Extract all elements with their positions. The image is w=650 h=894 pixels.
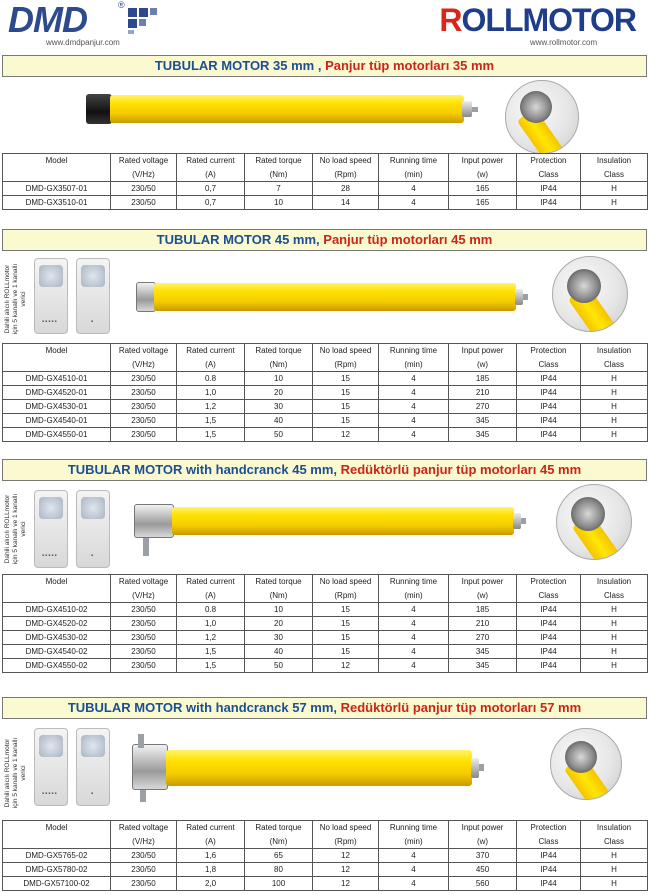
column-header: Protection — [517, 821, 581, 835]
table-cell: 65 — [245, 849, 313, 863]
column-header: Rated torque — [245, 154, 313, 168]
table-header-row — [3, 821, 648, 835]
column-unit — [3, 358, 111, 372]
table-cell: H — [581, 182, 648, 196]
table-cell: 1,6 — [177, 849, 245, 863]
table-cell: 12 — [313, 877, 379, 891]
column-unit — [3, 168, 111, 182]
table-cell: 230/50 — [111, 386, 177, 400]
table-cell: 100 — [245, 877, 313, 891]
table-row — [3, 617, 648, 631]
table-cell: H — [581, 372, 648, 386]
table-cell: 4 — [379, 386, 449, 400]
table-cell: IP44 — [517, 386, 581, 400]
table-row — [3, 603, 648, 617]
table-cell: 230/50 — [111, 414, 177, 428]
table-cell: 15 — [313, 617, 379, 631]
table-cell: 185 — [449, 372, 517, 386]
table-cell: 1,5 — [177, 428, 245, 442]
section-title-tr: Panjur tüp motorları 45 mm — [323, 232, 493, 247]
table-cell: IP44 — [517, 645, 581, 659]
table-row — [3, 182, 648, 196]
table-cell: 15 — [313, 645, 379, 659]
motor-handcrank-45mm-image — [0, 496, 650, 566]
column-unit: (min) — [379, 168, 449, 182]
section-title-en: TUBULAR MOTOR with handcranck 45 mm, — [67, 462, 341, 477]
table-cell: 4 — [379, 631, 449, 645]
table-cell: H — [581, 386, 648, 400]
table-cell: 165 — [449, 182, 517, 196]
remote-note: Dahili alıcılı ROLLmotor için 5 kanallı ve 1 kanallı verici — [4, 737, 27, 809]
table-cell: 15 — [313, 386, 379, 400]
motor-35mm-head-photo — [505, 80, 579, 154]
table-header-row — [3, 575, 648, 589]
model-cell: DMD-GX4520-01 — [3, 386, 111, 400]
table-cell: 1,0 — [177, 617, 245, 631]
table-cell: 10 — [245, 372, 313, 386]
table-cell: 12 — [313, 849, 379, 863]
column-header: Rated torque — [245, 821, 313, 835]
column-unit: Class — [517, 168, 581, 182]
table-row — [3, 196, 648, 210]
remote-5-channel-image: ▪▪▪▪▪ — [34, 258, 68, 334]
column-header: No load speed — [313, 821, 379, 835]
column-unit: Class — [581, 168, 648, 182]
table-cell: 370 — [449, 849, 517, 863]
model-cell: DMD-GX4550-01 — [3, 428, 111, 442]
table-cell: IP44 — [517, 196, 581, 210]
column-unit: (w) — [449, 589, 517, 603]
model-cell: DMD-GX4530-01 — [3, 400, 111, 414]
table-cell: 1,5 — [177, 659, 245, 673]
table-cell: 230/50 — [111, 877, 177, 891]
table-cell: 1,5 — [177, 414, 245, 428]
table-cell: H — [581, 617, 648, 631]
column-unit: (A) — [177, 358, 245, 372]
table-cell: 12 — [313, 863, 379, 877]
column-header: Rated voltage — [111, 344, 177, 358]
table-header-row — [3, 154, 648, 168]
model-cell: DMD-GX4550-02 — [3, 659, 111, 673]
column-unit: (min) — [379, 835, 449, 849]
table-cell: 30 — [245, 631, 313, 645]
table-cell: 30 — [245, 400, 313, 414]
spec-table-35mm — [2, 153, 648, 210]
table-cell: 12 — [313, 659, 379, 673]
table-row — [3, 428, 648, 442]
table-cell: 230/50 — [111, 863, 177, 877]
table-cell: 15 — [313, 372, 379, 386]
motor-45mm-head-photo — [552, 256, 628, 332]
model-cell: DMD-GX5765-02 — [3, 849, 111, 863]
table-cell: 4 — [379, 659, 449, 673]
column-unit: (A) — [177, 168, 245, 182]
column-header: Rated voltage — [111, 154, 177, 168]
table-cell: 40 — [245, 414, 313, 428]
remote-5-channel-image: ▪▪▪▪▪ — [34, 728, 68, 806]
table-cell: 270 — [449, 400, 517, 414]
table-row — [3, 659, 648, 673]
column-unit: (w) — [449, 168, 517, 182]
column-unit: (A) — [177, 589, 245, 603]
table-row — [3, 631, 648, 645]
column-header: No load speed — [313, 575, 379, 589]
column-header: Input power — [449, 821, 517, 835]
table-cell: IP44 — [517, 617, 581, 631]
column-unit: Class — [517, 358, 581, 372]
table-cell: 20 — [245, 617, 313, 631]
table-cell: 15 — [313, 414, 379, 428]
column-unit: (w) — [449, 358, 517, 372]
table-cell: 15 — [313, 400, 379, 414]
dmd-logo — [8, 2, 87, 38]
section-title-handcrank-57mm — [2, 697, 647, 719]
remote-1-channel-image: ▪ — [76, 490, 110, 568]
column-unit: (Nm) — [245, 168, 313, 182]
table-cell: 15 — [313, 631, 379, 645]
remote-note: Dahili alıcılı ROLLmotor için 5 kanallı ve 1 kanallı verici — [4, 263, 27, 335]
column-header: Running time — [379, 821, 449, 835]
model-cell: DMD-GX4530-02 — [3, 631, 111, 645]
column-header: Rated current — [177, 344, 245, 358]
table-cell: 10 — [245, 196, 313, 210]
table-cell: 15 — [313, 603, 379, 617]
column-unit: (w) — [449, 835, 517, 849]
table-cell: 4 — [379, 414, 449, 428]
model-cell: DMD-GX4520-02 — [3, 617, 111, 631]
table-cell: 4 — [379, 428, 449, 442]
table-cell: 4 — [379, 603, 449, 617]
model-cell: DMD-GX4540-02 — [3, 645, 111, 659]
table-cell: IP44 — [517, 849, 581, 863]
table-cell: 4 — [379, 372, 449, 386]
table-cell: 185 — [449, 603, 517, 617]
table-cell: 10 — [245, 603, 313, 617]
model-cell: DMD-GX4510-01 — [3, 372, 111, 386]
table-cell: H — [581, 196, 648, 210]
table-cell: IP44 — [517, 659, 581, 673]
table-cell: 210 — [449, 386, 517, 400]
column-unit: Class — [581, 835, 648, 849]
table-cell: 4 — [379, 877, 449, 891]
table-cell: IP44 — [517, 631, 581, 645]
column-unit: (Rpm) — [313, 358, 379, 372]
model-cell: DMD-GX4510-02 — [3, 603, 111, 617]
table-cell: 0.8 — [177, 603, 245, 617]
column-header: Rated voltage — [111, 821, 177, 835]
table-cell: 210 — [449, 617, 517, 631]
column-header: Running time — [379, 154, 449, 168]
table-row — [3, 400, 648, 414]
table-cell: 230/50 — [111, 603, 177, 617]
table-cell: IP44 — [517, 603, 581, 617]
table-cell: 50 — [245, 659, 313, 673]
table-cell: IP44 — [517, 863, 581, 877]
table-cell: H — [581, 877, 648, 891]
table-row — [3, 645, 648, 659]
column-header: Protection — [517, 344, 581, 358]
table-cell: IP44 — [517, 182, 581, 196]
rollmotor-logo — [439, 2, 636, 38]
table-cell: 2,0 — [177, 877, 245, 891]
table-cell: 12 — [313, 428, 379, 442]
remote-1-channel-image: ▪ — [76, 258, 110, 334]
column-header: Insulation — [581, 821, 648, 835]
table-header-units-row — [3, 358, 648, 372]
table-cell: 345 — [449, 414, 517, 428]
table-cell: 20 — [245, 386, 313, 400]
table-cell: 4 — [379, 645, 449, 659]
column-header: Protection — [517, 154, 581, 168]
table-cell: 1,2 — [177, 631, 245, 645]
table-cell: 28 — [313, 182, 379, 196]
column-header: Input power — [449, 154, 517, 168]
motor-handcrank-45mm-head-photo — [556, 484, 632, 560]
model-cell: DMD-GX4540-01 — [3, 414, 111, 428]
table-cell: 1,0 — [177, 386, 245, 400]
column-unit: (min) — [379, 589, 449, 603]
table-cell: IP44 — [517, 877, 581, 891]
model-cell: DMD-GX57100-02 — [3, 877, 111, 891]
table-cell: 0.8 — [177, 372, 245, 386]
column-unit: (Rpm) — [313, 168, 379, 182]
rollmotor-logo-rest: OLLMOTOR — [461, 2, 636, 38]
table-cell: 230/50 — [111, 182, 177, 196]
column-header: Rated torque — [245, 575, 313, 589]
table-cell: 230/50 — [111, 617, 177, 631]
table-header-units-row — [3, 589, 648, 603]
table-cell: 4 — [379, 196, 449, 210]
table-row — [3, 877, 648, 891]
remote-5-channel-image: ▪▪▪▪▪ — [34, 490, 68, 568]
table-cell: 230/50 — [111, 645, 177, 659]
column-unit: Class — [581, 358, 648, 372]
table-cell: 4 — [379, 400, 449, 414]
table-row — [3, 386, 648, 400]
rollmotor-url: www.rollmotor.com — [530, 38, 598, 47]
column-header: Rated torque — [245, 344, 313, 358]
column-header: No load speed — [313, 154, 379, 168]
column-unit: (min) — [379, 358, 449, 372]
remote-note: Dahili alıcılı ROLLmotor için 5 kanallı ve 1 kanallı verici — [4, 493, 27, 565]
table-cell: H — [581, 645, 648, 659]
table-cell: 345 — [449, 659, 517, 673]
column-unit: (Nm) — [245, 358, 313, 372]
table-cell: IP44 — [517, 414, 581, 428]
column-unit: (V/Hz) — [111, 168, 177, 182]
table-cell: 0,7 — [177, 182, 245, 196]
table-cell: H — [581, 414, 648, 428]
table-cell: 50 — [245, 428, 313, 442]
table-cell: H — [581, 631, 648, 645]
table-cell: H — [581, 659, 648, 673]
spec-table-45mm — [2, 343, 648, 442]
page-header — [0, 0, 650, 52]
column-header: Protection — [517, 575, 581, 589]
table-cell: 80 — [245, 863, 313, 877]
column-header: Input power — [449, 344, 517, 358]
table-cell: 230/50 — [111, 196, 177, 210]
column-header: Model — [3, 154, 111, 168]
motor-handcrank-57mm-head-photo — [550, 728, 622, 800]
table-cell: 230/50 — [111, 400, 177, 414]
table-cell: 230/50 — [111, 372, 177, 386]
column-unit: (V/Hz) — [111, 589, 177, 603]
table-header-row — [3, 344, 648, 358]
table-cell: H — [581, 428, 648, 442]
table-cell: 4 — [379, 849, 449, 863]
column-header: Model — [3, 575, 111, 589]
table-cell: 230/50 — [111, 659, 177, 673]
model-cell: DMD-GX3507-01 — [3, 182, 111, 196]
column-unit: (Nm) — [245, 589, 313, 603]
spec-table-handcrank-57mm — [2, 820, 648, 891]
registered-mark-icon: ® — [118, 0, 125, 10]
table-cell: IP44 — [517, 372, 581, 386]
table-cell: 1,5 — [177, 645, 245, 659]
column-unit: Class — [581, 589, 648, 603]
model-cell: DMD-GX3510-01 — [3, 196, 111, 210]
spec-table-handcrank-45mm — [2, 574, 648, 673]
column-unit: (Nm) — [245, 835, 313, 849]
column-unit — [3, 589, 111, 603]
section-title-en: TUBULAR MOTOR 35 mm , — [154, 58, 326, 73]
table-row — [3, 372, 648, 386]
table-cell: IP44 — [517, 400, 581, 414]
table-cell: IP44 — [517, 428, 581, 442]
column-unit: Class — [517, 835, 581, 849]
column-unit: (V/Hz) — [111, 835, 177, 849]
table-row — [3, 414, 648, 428]
table-cell: 270 — [449, 631, 517, 645]
table-row — [3, 849, 648, 863]
table-header-units-row — [3, 168, 648, 182]
section-title-handcrank-45mm — [2, 459, 647, 481]
column-header: Model — [3, 344, 111, 358]
remote-1-channel-image: ▪ — [76, 728, 110, 806]
column-unit: (Rpm) — [313, 835, 379, 849]
section-title-en: TUBULAR MOTOR with handcranck 57 mm, — [67, 700, 341, 715]
column-header: Insulation — [581, 344, 648, 358]
table-cell: 4 — [379, 182, 449, 196]
model-cell: DMD-GX5780-02 — [3, 863, 111, 877]
table-cell: 560 — [449, 877, 517, 891]
table-cell: 345 — [449, 428, 517, 442]
table-cell: H — [581, 603, 648, 617]
column-unit: Class — [517, 589, 581, 603]
table-cell: 14 — [313, 196, 379, 210]
column-header: Running time — [379, 575, 449, 589]
section-title-35mm — [2, 55, 647, 77]
table-cell: 230/50 — [111, 428, 177, 442]
table-cell: 4 — [379, 617, 449, 631]
section-title-tr: Redüktörlü panjur tüp motorları 45 mm — [340, 462, 582, 477]
column-header: Insulation — [581, 575, 648, 589]
column-unit: (V/Hz) — [111, 358, 177, 372]
column-unit — [3, 835, 111, 849]
section-title-tr: Redüktörlü panjur tüp motorları 57 mm — [340, 700, 582, 715]
table-cell: H — [581, 849, 648, 863]
column-header: Rated current — [177, 154, 245, 168]
table-cell: 7 — [245, 182, 313, 196]
column-unit: (A) — [177, 835, 245, 849]
dmd-logo-text: DMD — [8, 0, 87, 40]
table-cell: H — [581, 400, 648, 414]
column-header: Running time — [379, 344, 449, 358]
table-cell: 345 — [449, 645, 517, 659]
column-header: No load speed — [313, 344, 379, 358]
table-cell: 450 — [449, 863, 517, 877]
table-cell: 40 — [245, 645, 313, 659]
dmd-squares-icon — [128, 8, 160, 34]
table-header-units-row — [3, 835, 648, 849]
column-header: Model — [3, 821, 111, 835]
column-header: Rated current — [177, 821, 245, 835]
table-cell: 165 — [449, 196, 517, 210]
column-header: Insulation — [581, 154, 648, 168]
table-cell: H — [581, 863, 648, 877]
table-cell: 1,8 — [177, 863, 245, 877]
section-title-en: TUBULAR MOTOR 45 mm, — [156, 232, 324, 247]
table-row — [3, 863, 648, 877]
column-header: Rated voltage — [111, 575, 177, 589]
section-title-tr: Panjur tüp motorları 35 mm — [325, 58, 495, 73]
column-unit: (Rpm) — [313, 589, 379, 603]
section-title-45mm — [2, 229, 647, 251]
table-cell: 1,2 — [177, 400, 245, 414]
rollmotor-logo-r: R — [439, 2, 462, 38]
table-cell: 230/50 — [111, 631, 177, 645]
column-header: Rated current — [177, 575, 245, 589]
table-cell: 4 — [379, 863, 449, 877]
dmd-url: www.dmdpanjur.com — [46, 38, 120, 47]
column-header: Input power — [449, 575, 517, 589]
table-cell: 230/50 — [111, 849, 177, 863]
table-cell: 0,7 — [177, 196, 245, 210]
